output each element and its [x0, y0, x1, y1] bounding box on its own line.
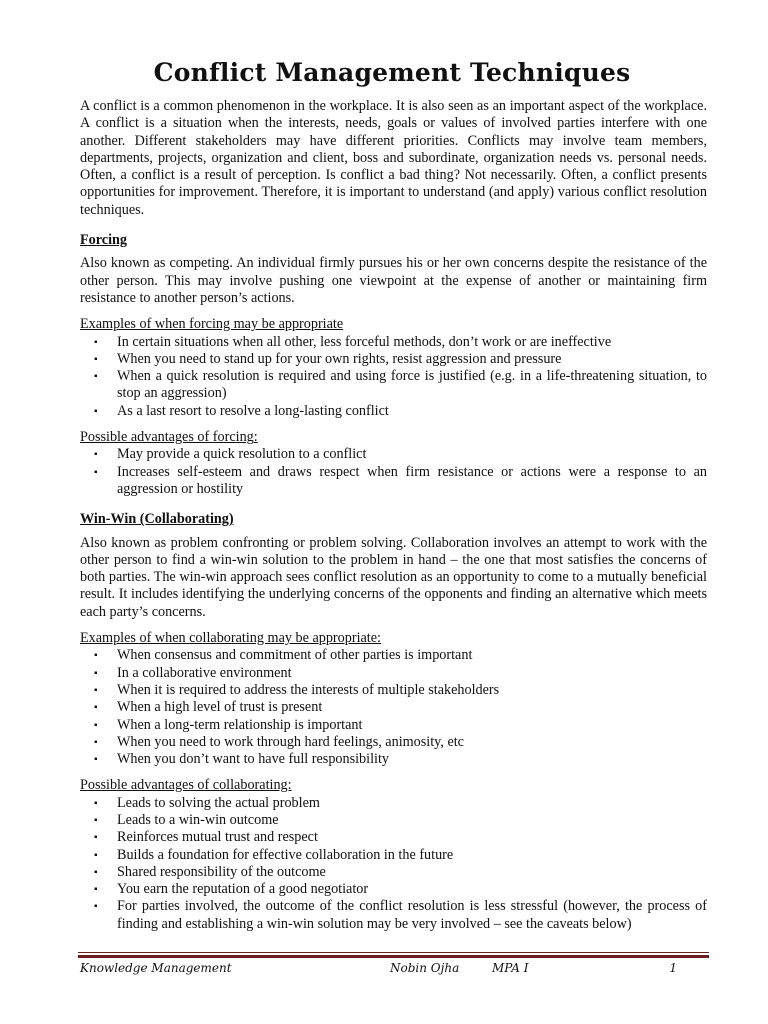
list-item	[80, 464, 707, 499]
bullet-icon: ▪	[94, 814, 98, 826]
list-item	[80, 368, 707, 403]
bullet-icon: ▪	[94, 832, 98, 844]
list-item-text: In certain situations when all other, less forceful methods, don’t work or are ineffective	[117, 333, 612, 350]
list-item	[80, 647, 707, 664]
bullet-icon: ▪	[94, 849, 98, 861]
forcing-examples-list	[80, 334, 707, 420]
footer-course-name: Knowledge Management	[80, 961, 232, 975]
list-item-text: For parties involved, the outcome of the conflict resolution is less stressful (however, the process of finding and establishing a win-win solution may be very involved – see the caveats below)	[117, 898, 707, 932]
list-item-text: When a quick resolution is required and using force is justified (e.g. in a life-threatening situation, to stop an aggression)	[117, 368, 707, 402]
list-item	[80, 751, 707, 768]
forcing-heading: Forcing	[80, 232, 128, 249]
list-item-text: When you need to work through hard feelings, animosity, etc	[117, 733, 464, 750]
list-item-text: Shared responsibility of the outcome	[117, 863, 326, 880]
list-item-text: May provide a quick resolution to a conflict	[117, 446, 367, 463]
list-item-text: In a collaborative environment	[117, 664, 292, 681]
list-item	[80, 665, 707, 682]
bullet-icon: ▪	[94, 405, 98, 417]
footer-author: Nobin Ojha	[390, 961, 460, 975]
footer-program: MPA I	[492, 961, 529, 975]
list-item	[80, 334, 707, 351]
bullet-icon: ▪	[94, 667, 98, 679]
list-item	[80, 847, 707, 864]
bullet-icon: ▪	[94, 866, 98, 878]
forcing-advantages-colon: :	[253, 429, 258, 446]
bullet-icon: ▪	[94, 719, 98, 731]
bullet-icon: ▪	[94, 702, 98, 714]
bullet-icon: ▪	[94, 449, 98, 461]
document-title: Conflict Management Techniques	[153, 58, 631, 87]
list-item-text: When consensus and commitment of other parties is important	[117, 647, 473, 664]
bullet-icon: ▪	[94, 371, 98, 383]
list-item-text: Leads to solving the actual problem	[117, 794, 320, 811]
forcing-advantages-heading	[80, 429, 707, 446]
list-item-text: Leads to a win-win outcome	[117, 811, 279, 828]
bullet-icon: ▪	[94, 797, 98, 809]
winwin-examples-colon: :	[377, 630, 381, 647]
list-item	[80, 864, 707, 881]
forcing-advantages-list	[80, 446, 707, 498]
list-item	[80, 812, 707, 829]
bullet-icon: ▪	[94, 336, 98, 348]
list-item	[80, 699, 707, 716]
winwin-heading: Win-Win (Collaborating)	[80, 511, 234, 528]
bullet-icon: ▪	[94, 884, 98, 896]
bullet-icon: ▪	[94, 754, 98, 766]
list-item-text: When it is required to address the interests of multiple stakeholders	[117, 681, 500, 698]
footer-page-number: 1	[669, 961, 677, 975]
winwin-examples-heading	[80, 630, 707, 647]
list-item	[80, 351, 707, 368]
list-item-text: Reinforces mutual trust and respect	[117, 829, 318, 846]
list-item	[80, 446, 707, 463]
winwin-description: Also known as problem confronting or problem solving. Collaboration involves an attempt to work with the other person to find a win-win solution to the problem in hand – the one that most satisfies the concerns of both parties. The win-win approach sees conflict resolution as an opportunity to come to a mutually beneficial result. It includes identifying the underlying concerns of the opponents and finding an alternative which meets each party’s concerns.	[80, 534, 707, 620]
intro-paragraph: A conflict is a common phenomenon in the workplace. It is also seen as an important aspect of the workplace. A conflict is a situation when the interests, needs, goals or values of involved parties interfere with one another. Different stakeholders may have different priorities. Conflicts may involve team members, departments, projects, organization and client, boss and subordinate, organization needs vs. personal needs. Often, a conflict is a result of perception. Is conflict a bad thing? Not necessarily. Often, a conflict presents opportunities for improvement. Therefore, it is important to understand (and apply) various conflict resolution techniques.	[80, 98, 707, 218]
forcing-examples-heading	[80, 316, 707, 333]
bullet-icon: ▪	[94, 901, 98, 913]
list-item	[80, 682, 707, 699]
winwin-advantages-heading	[80, 777, 707, 794]
forcing-description: Also known as competing. An individual firmly pursues his or her own concerns despite the resistance of the other person. This may involve pushing one viewpoint at the expense of another or maintaining firm resistance to another person’s actions.	[80, 255, 707, 306]
list-item	[80, 829, 707, 846]
list-item-text: As a last resort to resolve a long-lasting conflict	[117, 402, 389, 419]
forcing-examples-heading-text: Examples of when forcing may be appropriate	[80, 316, 344, 333]
bullet-icon: ▪	[94, 466, 98, 478]
bullet-icon: ▪	[94, 684, 98, 696]
page-footer	[80, 961, 707, 979]
list-item-text: When you need to stand up for your own rights, resist aggression and pressure	[117, 350, 562, 367]
list-item	[80, 795, 707, 812]
bullet-icon: ▪	[94, 736, 98, 748]
list-item	[80, 403, 707, 420]
list-item-text: When you don’t want to have full responsibility	[117, 751, 390, 768]
footer-divider	[78, 952, 709, 958]
list-item	[80, 717, 707, 734]
list-item	[80, 881, 707, 898]
list-item	[80, 898, 707, 933]
bullet-icon: ▪	[94, 353, 98, 365]
winwin-advantages-heading-text: Possible advantages of collaborating:	[80, 777, 292, 794]
list-item-text: When a high level of trust is present	[117, 699, 323, 716]
bullet-icon: ▪	[94, 650, 98, 662]
list-item-text: Builds a foundation for effective collaboration in the future	[117, 846, 454, 863]
list-item-text: When a long-term relationship is important	[117, 716, 363, 733]
list-item-text: You earn the reputation of a good negotiator	[117, 881, 369, 898]
winwin-advantages-list	[80, 795, 707, 933]
winwin-examples-list	[80, 647, 707, 768]
forcing-advantages-heading-text: Possible advantages of forcing	[80, 429, 254, 446]
list-item	[80, 734, 707, 751]
document-body	[80, 98, 707, 933]
winwin-examples-heading-text: Examples of when collaborating may be appropriate	[80, 630, 378, 647]
list-item-text: Increases self-esteem and draws respect when firm resistance or actions were a response to an aggression or hostility	[117, 463, 707, 497]
